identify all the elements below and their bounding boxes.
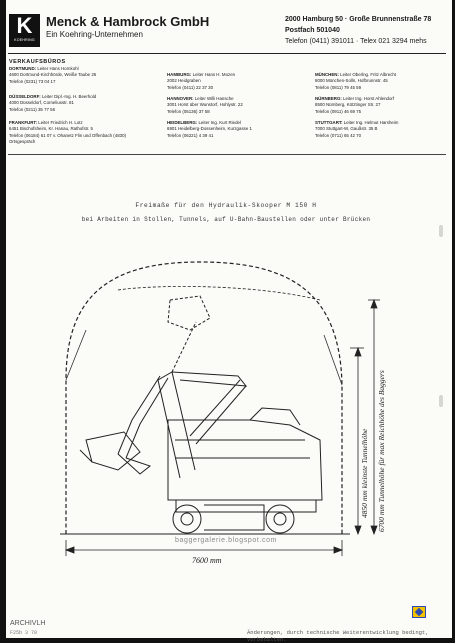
company-tagline: Ein Koehring-Unternehmen [46,30,143,39]
office-address: 6901 Heidelberg-Dossenheim, Kurzgasse 1 [167,126,252,132]
footnote: Änderungen, durch technische Weiterentwicklung bedingt, vorbehalten. [247,629,429,643]
office-address: 8000 München-Solln, Hofbrunnstr. 45 [315,78,388,84]
office-city: HAMBURG: [167,72,192,77]
office-city: DÜSSELDORF: [9,94,41,99]
logo-subtext: KOEHRING [14,38,35,42]
office-address: 6451 Bischofsheim, Kr. Hanau, Rathofstr. 5 [9,126,93,132]
address-line: 2000 Hamburg 50 · Große Brunnenstraße 78 [285,16,432,23]
offices-heading: VERKAUFSBÜROS [9,59,66,65]
punch-hole [439,225,443,237]
excavator-drawing [80,296,322,533]
archive-code: F25b 3 70 [10,630,38,636]
min-height-label: 4850 mm kleinste Tunnelhöhe [360,428,369,518]
tunnel-wall-hatch [66,330,342,385]
tunnel-profile [66,262,342,534]
office-phone: Telefon (05136) 37 58 [167,108,210,114]
office-head: Leiter Oberlng. Fritz Albrecht [340,72,397,77]
office-address: 7000 Stuttgart-W, Gaußstr. 35 B [315,126,378,132]
office-city: MÜNCHEN: [315,72,339,77]
logo-letter: K [16,13,33,38]
archive-label: ARCHIVLH [10,620,46,627]
office-phone: Telefon (0231) 73 04 17 [9,78,56,84]
drawing-subtitle: bei Arbeiten in Stollen, Tunnels, auf U-Bahn-Baustellen oder unter Brücken [81,216,371,223]
office-head: Leiter Ing. Horst Ahlendorf [343,96,395,101]
office-head: Leiter Hans H. Mozen [192,72,236,77]
stamp-logo [412,606,426,618]
drawing-title: Freimaße für den Hydraulik-Skooper M 150 H [135,202,317,209]
office-phone: Telefon (0811) 79 45 59 [315,84,362,90]
office-phone: Telefon (0711) 65 42 70 [315,132,362,138]
punch-hole [439,395,443,407]
office-city: FRANKFURT: [9,120,38,125]
company-name: Menck & Hambrock GmbH [46,14,210,29]
tunnel-profile-inner [118,286,320,300]
office-phone: Telefon (0211) 35 77 56 [9,106,56,112]
office-head: Leiter Ing. Kurt Riedel [198,120,241,125]
office-address: 4000 Düsseldorf, Corneliusstr. 81 [9,100,74,106]
office-head: Leiter Dipl.-Ing. H. Beerhold [41,94,97,99]
width-label: 7600 mm [192,556,222,565]
watermark: baggergalerie.blogspot.com [175,537,277,544]
office-city: DORTMUND: [9,66,37,71]
office-head: Leiter Hans Hornkohl [37,66,79,71]
office-head: Leiter Friedrich H. Lotz [38,120,83,125]
office-city: STUTTGART: [315,120,343,125]
office-address: 4600 Dortmund-Kirchhörde, Weiße Taube 25 [9,72,97,78]
address-line: Telefon (0411) 391011 · Telex 021 3294 mehs [285,38,427,45]
office-phone: Telefon (06184) 61 07 v. Ohanetz Flin und Offenbach (4830) Ortsgespräch [9,132,126,145]
office-address: 3001 Horst über Wunstorf, Hohlystr. 22 [167,102,243,108]
office-phone: Telefon (06221) 4 39 41 [167,132,214,138]
max-height-label: 6700 mm Tunnelhöhe für max Reichhöhe des Baggers [377,370,386,532]
office-city: HANNOVER: [167,96,194,101]
office-city: NÜRNBERG: [315,96,342,101]
office-address: 8500 Nürnberg, Kötztinger Str. 27 [315,102,381,108]
office-city: HEIDELBERG: [167,120,198,125]
office-head: Leiter Willi Hansche [194,96,234,101]
office-phone: Telefon (0411) 22 37 30 [167,84,214,90]
office-address: 2002 Heidgraben [167,78,201,84]
address-line: Postfach 501040 [285,27,340,34]
office-phone: Telefon (0911) 46 69 75 [315,108,362,114]
office-head: Leiter Ing. Helmut Harsheim [343,120,399,125]
